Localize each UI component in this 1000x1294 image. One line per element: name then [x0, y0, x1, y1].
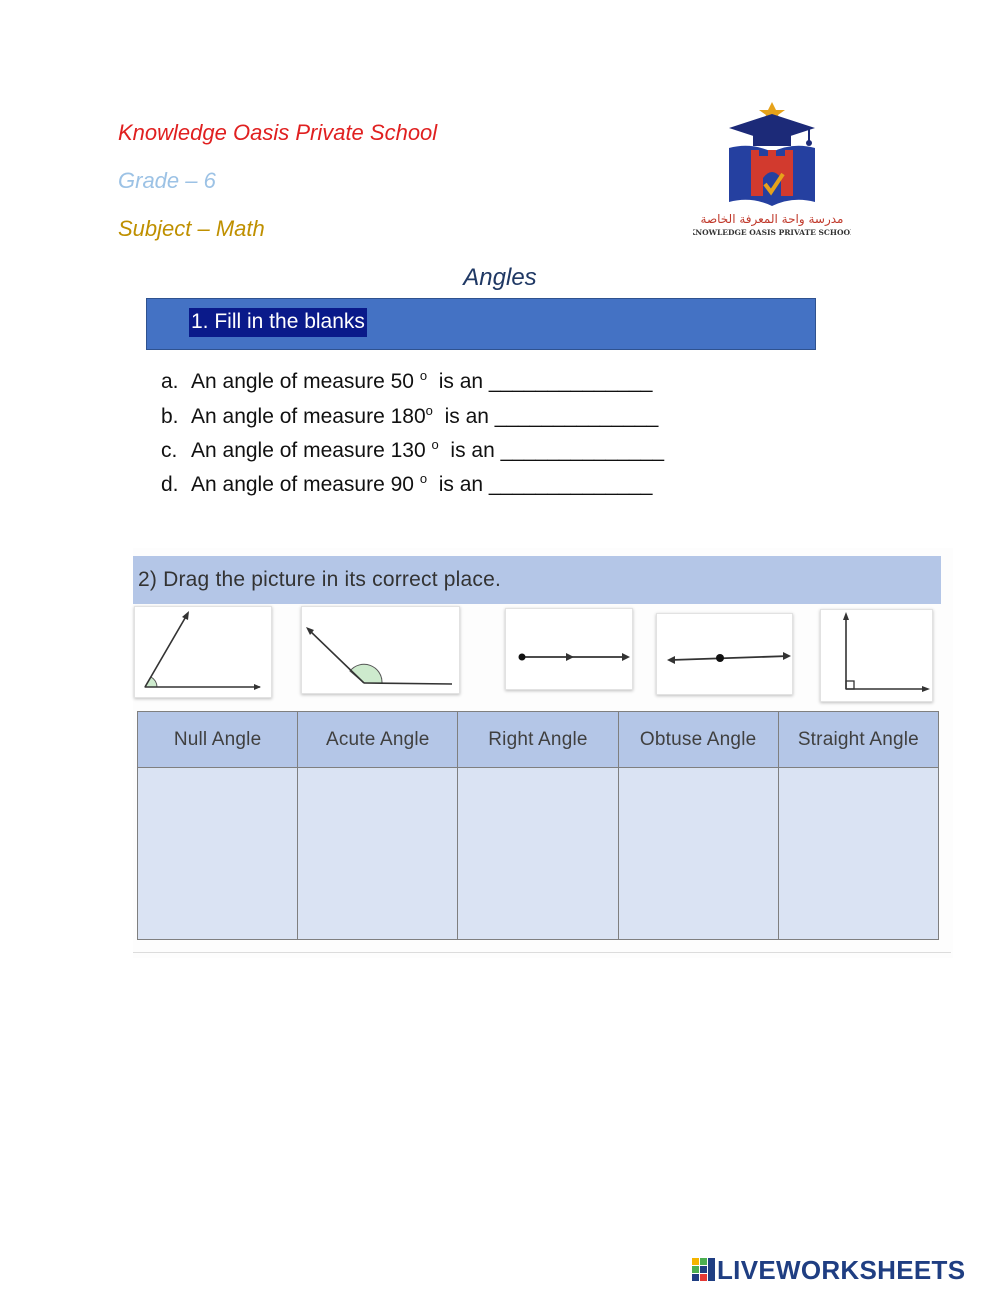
grade-label: Grade – 6 [118, 168, 216, 193]
straight-angle-picture [657, 614, 792, 694]
drop-zone-acute-angle[interactable] [298, 768, 458, 940]
question-1b: b. An angle of measure 180$^o$ is an ______________ [161, 403, 659, 428]
answer-table [137, 711, 939, 940]
drop-zone-row [138, 768, 939, 940]
svg-text:مدرسة واحة المعرفة الخاصة: مدرسة واحة المعرفة الخاصة [700, 212, 844, 226]
school-name: Knowledge Oasis Private School [118, 120, 438, 145]
divider [133, 952, 951, 953]
table-header-row [138, 712, 939, 768]
brand-name: LIVEWORKSHEETS [717, 1255, 966, 1285]
null-angle-card[interactable] [505, 608, 633, 690]
column-header: Null Angle [138, 712, 298, 768]
school-logo [693, 100, 851, 240]
svg-text:KNOWLEDGE OASIS PRIVATE SCHOOL: KNOWLEDGE OASIS PRIVATE SCHOOL [693, 228, 851, 237]
drop-zone-obtuse-angle[interactable] [618, 768, 778, 940]
column-header: Right Angle [458, 712, 618, 768]
straight-angle-card[interactable] [656, 613, 793, 695]
liveworksheets-brand[interactable] [692, 1256, 992, 1284]
worksheet-title: Angles [463, 264, 537, 291]
subject-label: Subject – Math [118, 216, 265, 241]
right-angle-card[interactable] [820, 609, 933, 702]
column-header: Obtuse Angle [618, 712, 778, 768]
obtuse-angle-card[interactable] [301, 606, 460, 694]
drop-zone-null-angle[interactable] [138, 768, 298, 940]
question-2-label: 2) Drag the picture in its correct place. [138, 568, 502, 591]
question-1d: d. An angle of measure 90 $^o$ is an ______________ [161, 471, 653, 496]
right-angle-picture [821, 610, 932, 701]
question-2-panel [133, 548, 953, 958]
null-angle-picture [506, 609, 632, 689]
school-crest-icon [693, 100, 851, 240]
question-2-header [133, 556, 941, 604]
question-1a: a. An angle of measure 50 $^o$ is an ______________ [161, 368, 653, 393]
question-1c: c. An angle of measure 130 $^o$ is an ______________ [161, 437, 665, 462]
liveworksheets-logo-icon [692, 1258, 716, 1282]
drop-zone-straight-angle[interactable] [778, 768, 938, 940]
column-header: Acute Angle [298, 712, 458, 768]
question-1-header [146, 298, 816, 350]
acute-angle-picture [135, 607, 271, 697]
obtuse-angle-picture [302, 607, 459, 693]
acute-angle-card[interactable] [134, 606, 272, 698]
column-header: Straight Angle [778, 712, 938, 768]
drop-zone-right-angle[interactable] [458, 768, 618, 940]
question-1-label: 1. Fill in the blanks [189, 308, 367, 337]
